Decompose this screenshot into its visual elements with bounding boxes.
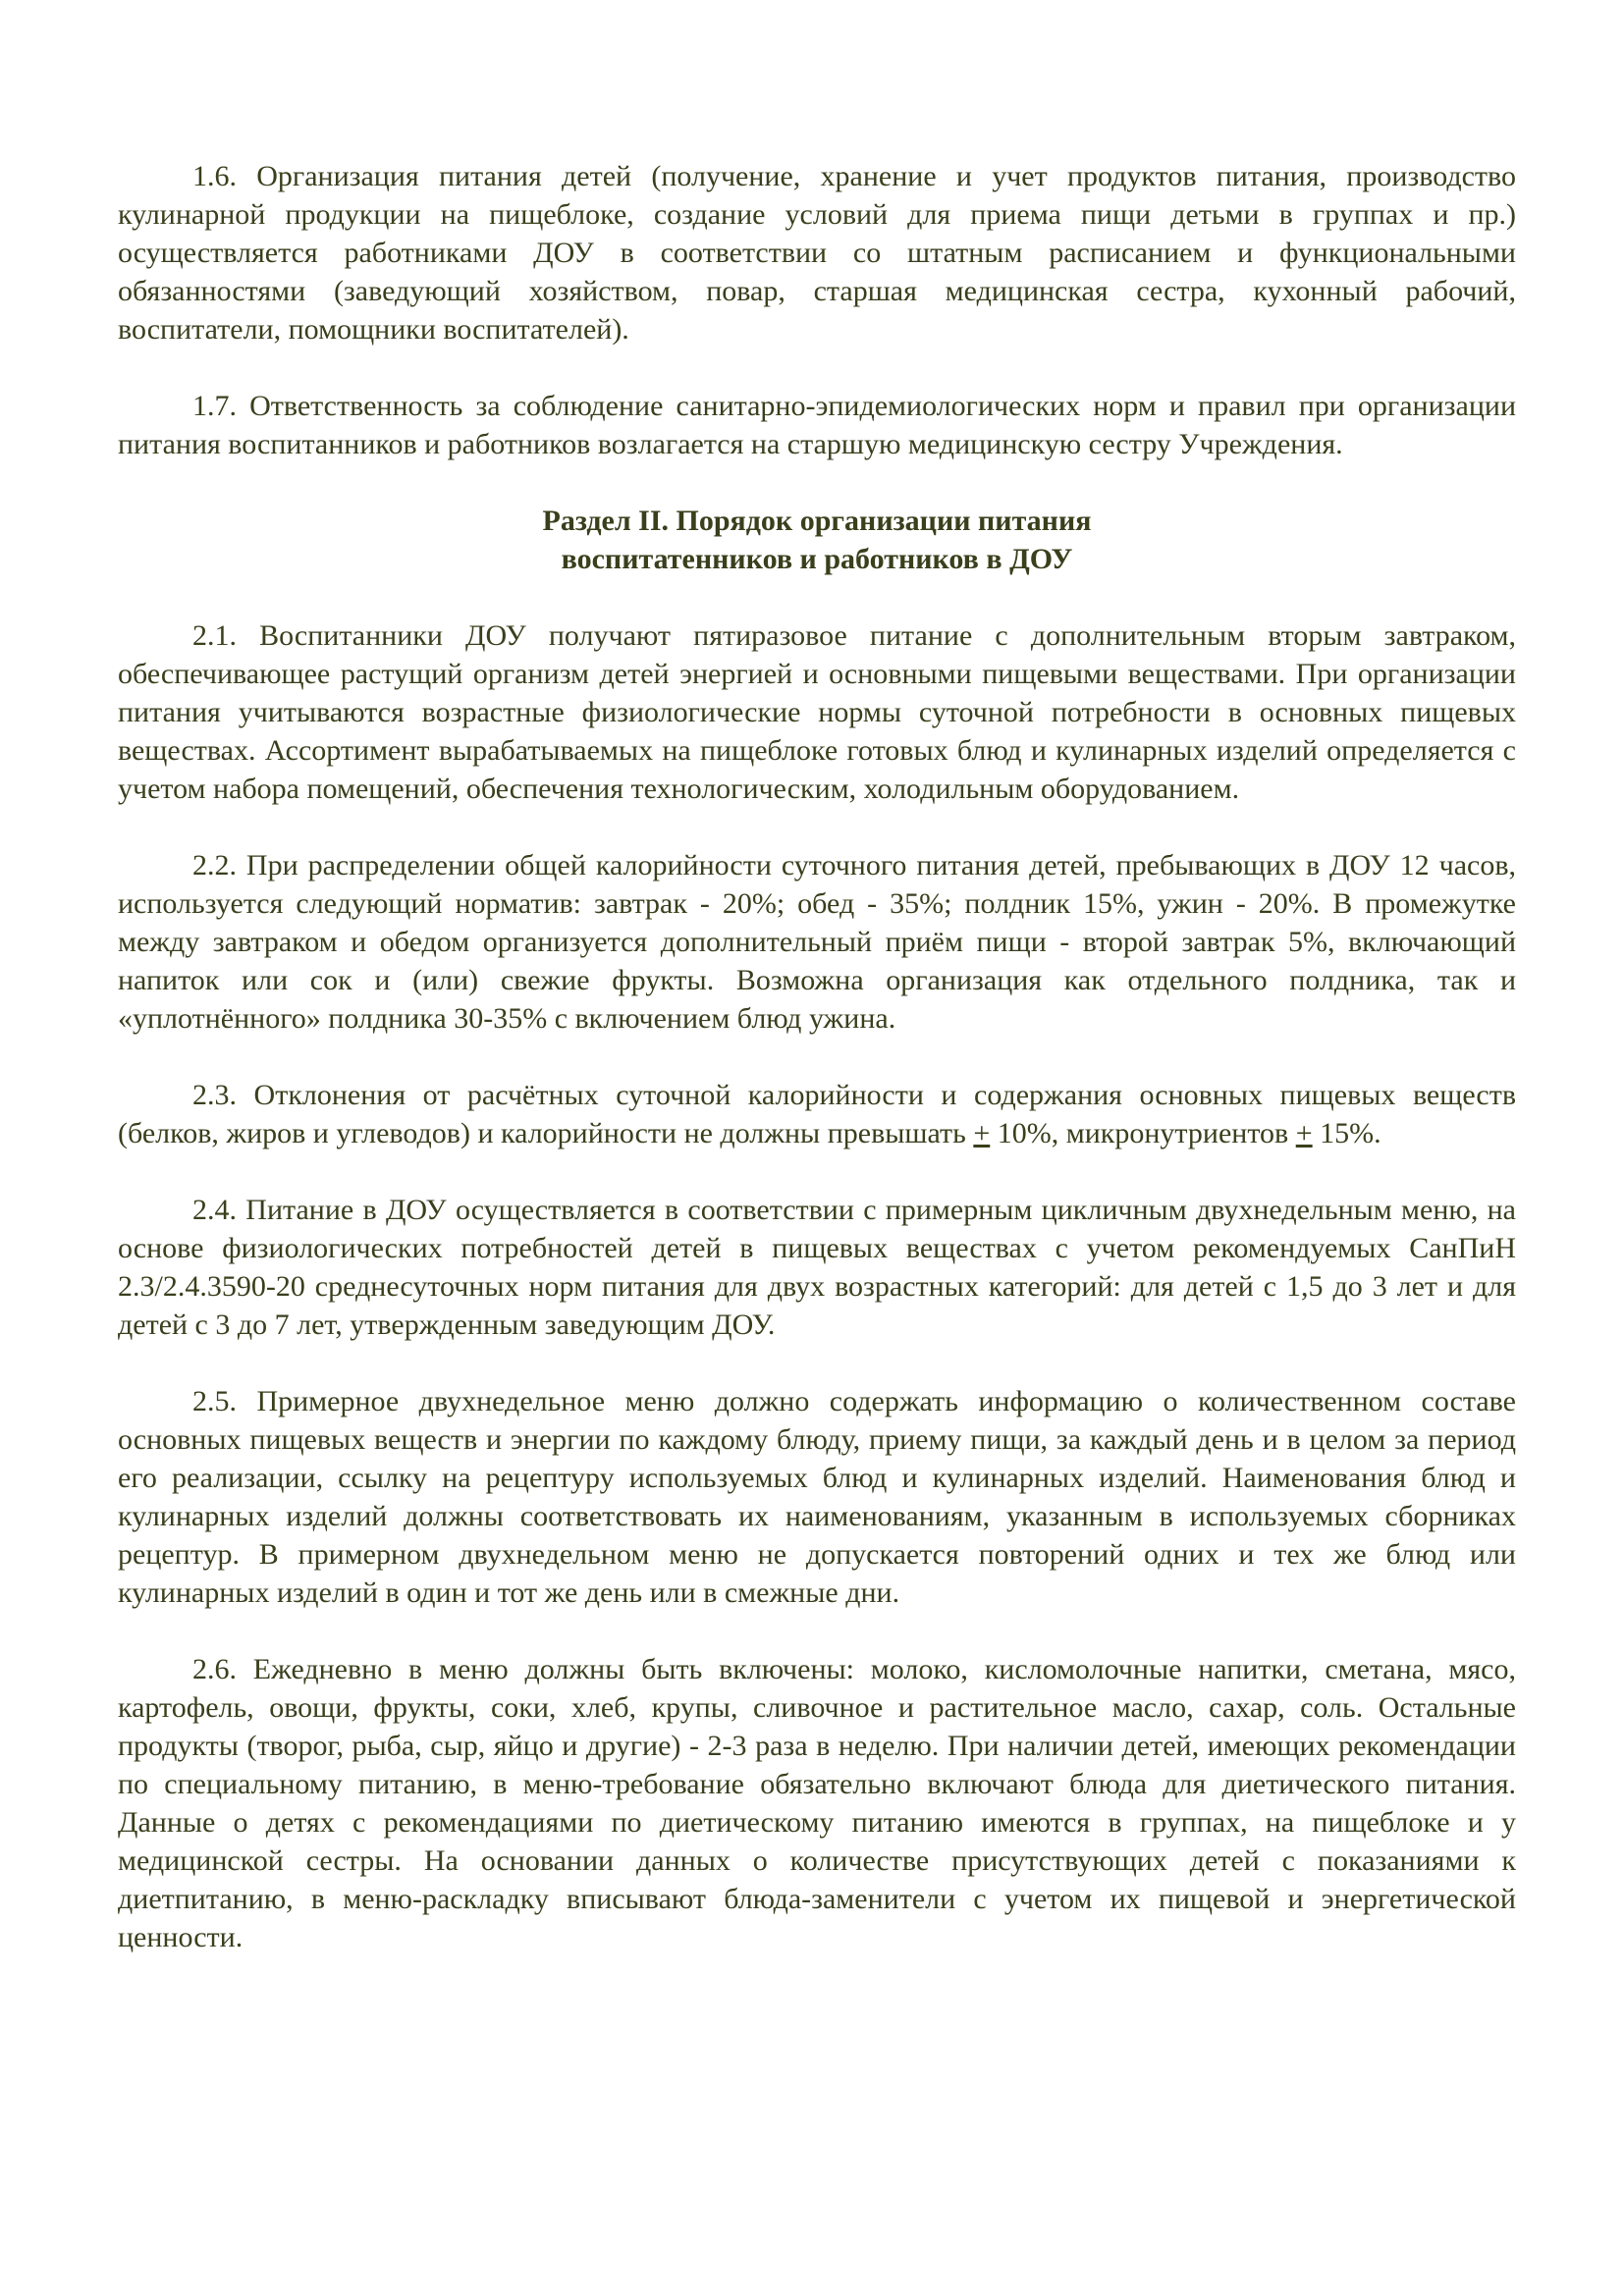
paragraph-2-3-part-c: 15%. bbox=[1312, 1117, 1381, 1149]
paragraph-2-2: 2.2. При распределении общей калорийности суточного питания детей, пребывающих в ДОУ 12 часов, используется следующий норматив: завтрак - 20%; обед - 35%; полдник 15%, ужин - 20%. В промежутке между завтраком и обедом организуется дополнительный приём пищи - второй завтрак 5%, включающий напиток или сок и (или) свежие фрукты. Возможна организация как отдельного полдника, так и «уплотнённого» полдника 30-35% с включением блюд ужина. bbox=[118, 849, 1516, 1035]
paragraph-2-1: 2.1. Воспитанники ДОУ получают пятиразовое питание с дополнительным вторым завтраком, обеспечивающее растущий организм детей энергией и основными пищевыми веществами. При организации питания учитываются возрастные физиологические нормы суточной потребности в основных пищевых веществах. Ассортимент вырабатываемых на пищеблоке готовых блюд и кулинарных изделий определяется с учетом набора помещений, обеспечения технологическим, холодильным оборудованием. bbox=[118, 619, 1516, 805]
paragraph-1-7: 1.7. Ответственность за соблюдение санитарно-эпидемиологических норм и правил при организации питания воспитанников и работников возлагается на старшую медицинскую сестру Учреждения. bbox=[118, 390, 1516, 460]
section-heading bbox=[118, 502, 1516, 578]
paragraph-2-5: 2.5. Примерное двухнедельное меню должно содержать информацию о количественном составе основных пищевых веществ и энергии по каждому блюду, приему пищи, за каждый день и в целом за период его реализации, ссылку на рецептуру используемых блюд и кулинарных изделий. Наименования блюд и кулинарных изделий должны соответствовать их наименованиям, указанным в используемых сборниках рецептур. В примерном двухнедельном меню не допускается повторений одних и тех же блюд или кулинарных изделий в один и тот же день или в смежные дни. bbox=[118, 1385, 1516, 1609]
paragraph-1-6: 1.6. Организация питания детей (получение, хранение и учет продуктов питания, производство кулинарной продукции на пищеблоке, создание условий для приема пищи детьми в группах и пр.) осуществляется работниками ДОУ в соответствии со штатным расписанием и функциональными обязанностями (заведующий хозяйством, повар, старшая медицинская сестра, кухонный рабочий, воспитатели, помощники воспитателей). bbox=[118, 160, 1516, 346]
plus-minus-sign: + bbox=[973, 1117, 991, 1149]
paragraph-2-3-part-b: 10%, микронутриентов bbox=[990, 1117, 1296, 1149]
paragraph-2-6: 2.6. Ежедневно в меню должны быть включены: молоко, кисломолочные напитки, сметана, мясо, картофель, овощи, фрукты, соки, хлеб, крупы, сливочное и растительное масло, сахар, соль. Остальные продукты (творог, рыба, сыр, яйцо и другие) - 2-3 раза в неделю. При наличии детей, имеющих рекомендации по специальному питанию, в меню-требование обязательно включают блюда для диетического питания. Данные о детях с рекомендациями по диетическому питанию имеются в группах, на пищеблоке и у медицинской сестры. На основании данных о количестве присутствующих детей с показаниями к диетпитанию, в меню-раскладку вписывают блюда-заменители с учетом их пищевой и энергетической ценности. bbox=[118, 1653, 1516, 1953]
paragraph-2-4: 2.4. Питание в ДОУ осуществляется в соответствии с примерным цикличным двухнедельным меню, на основе физиологических потребностей детей в пищевых веществах с учетом рекомендуемых СанПиН 2.3/2.4.3590-20 среднесуточных норм питания для двух возрастных категорий: для детей с 1,5 до 3 лет и для детей с 3 до 7 лет, утвержденным заведующим ДОУ. bbox=[118, 1194, 1516, 1341]
document-page bbox=[118, 157, 1516, 1995]
section-heading-line-2: воспитатенников и работников в ДОУ bbox=[561, 543, 1073, 575]
paragraph-2-3 bbox=[118, 1076, 1516, 1152]
plus-minus-sign: + bbox=[1295, 1117, 1313, 1149]
paragraph-2-3-part-a: 2.3. Отклонения от расчётных суточной калорийности и содержания основных пищевых веществ (белков, жиров и углеводов) и калорийности не должны превышать bbox=[118, 1079, 1516, 1149]
section-heading-line-1: Раздел II. Порядок организации питания bbox=[542, 505, 1092, 537]
